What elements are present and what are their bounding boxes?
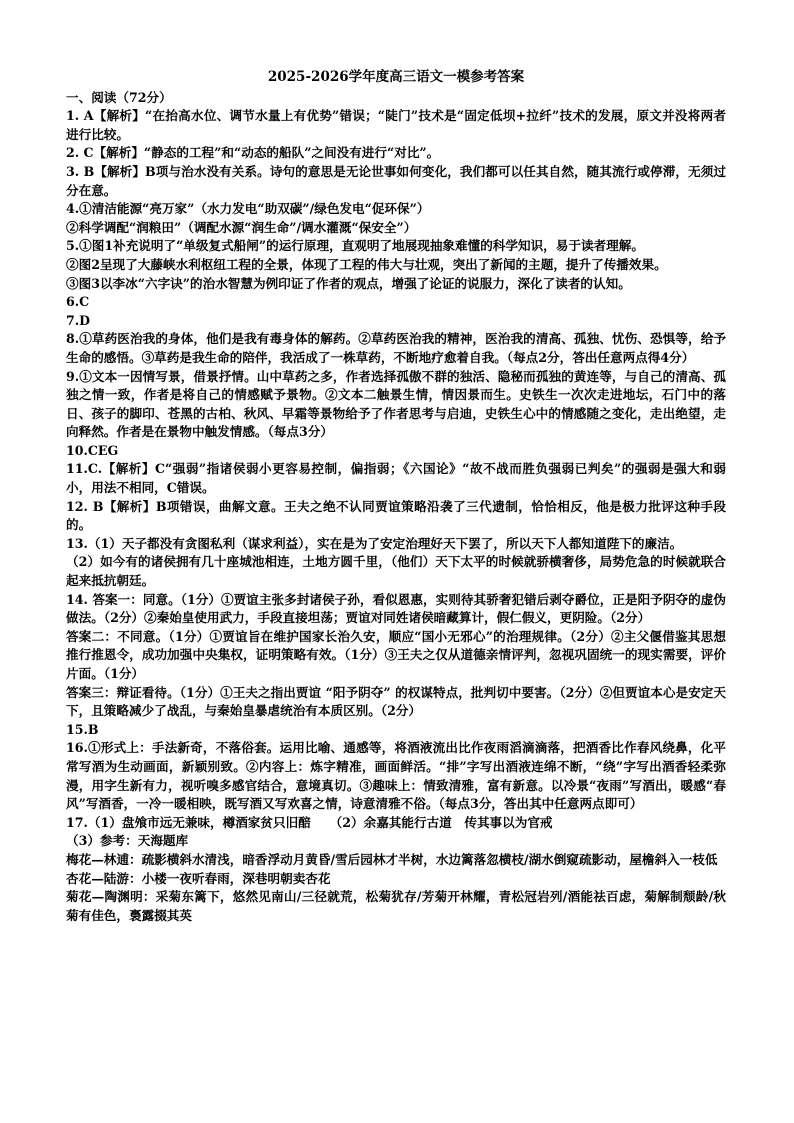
answer-line: 11.C.【解析】C“强弱”指诸侯弱小更容易控制，偏指弱；《六国论》“故不战而胜负强弱已判矣”的强弱是强大和弱小，用法不相同，C错误。	[66, 461, 726, 496]
answer-line: 5.①图1补充说明了“单级复式船闸”的运行原理，直观明了地展现抽象难懂的科学知识，易于读者理解。	[66, 238, 644, 254]
answer-line: 6.C	[66, 294, 90, 310]
answer-line: 8.①草药医治我的身体，他们是我有毒身体的解药。②草药医治我的精神，医治我的清高、孤独、忧伤、恐惧等，给予生命的感悟。③草药是我生命的陪伴，我活成了一株草药，不断地疗愈着自我。（每点2分，答出任意两点得4分）	[66, 331, 726, 365]
answer-line: 4.①清洁能源“亮万家”（水力发电“助双碳”/绿色发电“促环保”）	[66, 201, 430, 217]
answer-line: 10.CEG	[66, 442, 119, 458]
answer-line: 7.D	[66, 312, 91, 328]
answer-line: （3）参考：天海题库	[66, 833, 189, 849]
page-title: 2025-2026学年度高三语文一模参考答案	[267, 69, 525, 85]
answer-line: 答案三：辩证看待。（1分）①王夫之指出贾谊 “阳予阴夺” 的权谋特点，批判切中要害。（2分）②但贾谊本心是安定天下，且策略减少了战乱，与秦始皇暴虐统治有本质区别。（2分）	[66, 684, 726, 719]
answer-line: 16.①形式上：手法新奇，不落俗套。运用比喻、通感等，将酒液流出比作夜雨滔滴滴落，把酒香比作春风绕鼻，化平常写酒为生动画面，新颖别致。②内容上：炼字精准，画面鲜活。“排”字写出酒液连绵不断，“绕”字写出酒香轻柔弥漫，用字生新有力，视听嗅多感官结合，意境真切。③趣味上：情致清雅，富有新意。以冷景“夜雨”写酒出，暖感“春风”写酒香，一冷一暖相映，既写酒又写欢喜之情，诗意清雅不俗。（每点3分，答出其中任意两点即可）	[66, 740, 726, 812]
answer-line: 17.（1）盘飧市远无兼味，樽酒家贫只旧醅 （2）余嘉其能行古道 传其事以为官戒	[66, 814, 553, 830]
answer-body	[66, 89, 726, 926]
answer-line: 梅花—林逋：疏影横斜水清浅，暗香浮动月黄昏/雪后园林才半树，水边篱落忽横枝/湖水倒窥疏影动，屋檐斜入一枝低	[66, 851, 718, 867]
answer-line: 3. B【解析】B项与治水没有关系。诗句的意思是无论世事如何变化，我们都可以任其自然，随其流行或停滞，无须过分在意。	[66, 163, 726, 198]
answer-line: 1. A【解析】“在抬高水位、调节水量上有优势”错误；“陡门”技术是“固定低坝+拉纤”技术的发展，原文并没将两者进行比较。	[66, 108, 726, 142]
answer-line: ②图2呈现了大藤峡水利枢纽工程的全景，体现了工程的伟大与壮观，突出了新闻的主题，提升了传播效果。	[66, 256, 667, 272]
answer-document	[66, 68, 726, 925]
answer-line: 12. B【解析】B项错误，曲解文意。王夫之绝不认同贾谊策略沿袭了三代遗制，恰恰相反，他是极力批评这种手段的。	[66, 498, 726, 533]
answer-line: 答案二：不同意。（1分）①贾谊旨在维护国家长治久安，顺应“国小无邪心”的治理规律。（2分）②主父偃借鉴其思想推行推恩令，成功加强中央集权，证明策略有效。（1分）③王夫之仅从道德亲情评判，忽视巩固统一的现实需要，评价片面。（1分）	[66, 628, 726, 681]
answer-line: 15.B	[66, 721, 99, 737]
answer-line: 13.（1）天子都没有贪图私利（谋求利益），实在是为了安定治理好天下罢了，所以天下人都知道陛下的廉洁。	[66, 535, 683, 551]
answer-line: 14. 答案一：同意。（1分）①贾谊主张多封诸侯子孙，看似恩惠，实则待其骄奢犯错后剥夺爵位，正是阳予阴夺的虚伪做法。（2分）②秦始皇使用武力，手段直接坦荡；贾谊对同姓诸侯暗藏算计，假仁假义，更阴险。（2分）	[66, 591, 726, 626]
answer-line: 杏花—陆游：小楼一夜听春雨，深巷明朝卖杏花	[66, 870, 331, 886]
answer-line: ②科学调配“润粮田”（调配水源“润生命”/调水灌溉“保安全”）	[66, 219, 417, 235]
answer-line: ③图3以李冰“六字诀”的治水智慧为例印证了作者的观点，增强了论证的说服力，深化了读者的认知。	[66, 275, 631, 291]
answer-line: （2）如今有的诸侯拥有几十座城池相连，土地方圆千里，（他们）天下太平的时候就骄横奢侈，局势危急的时候就联合起来抵抗朝廷。	[66, 554, 726, 589]
answer-line: 2. C【解析】“静态的工程”和“动态的船队”之间没有进行“对比”。	[66, 145, 440, 161]
answer-line: 一、阅读（72分）	[66, 89, 172, 105]
answer-line: 菊花—陶渊明：采菊东篱下，悠然见南山/三径就荒，松菊犹存/芳菊开林耀，青松冠岩列/酒能祛百虑，菊解制颓龄/秋菊有佳色，裛露掇其英	[66, 889, 726, 923]
answer-line: 9.①文本一因情写景，借景抒情。山中草药之多，作者选择孤傲不群的独活、隐秘而孤独的黄连等，与自己的清高、孤独之情一致，作者是将自己的情感赋予景物。②文本二触景生情，情因景而生。史铁生一次次走进地坛，石门中的落日、孩子的脚印、苍黑的古柏、秋风、早霜等景物给予了作者思考与启迪，史铁生心中的情感随之变化，走出绝望，走向释然。作者是在景物中触发情感。（每点3分）	[66, 368, 726, 440]
